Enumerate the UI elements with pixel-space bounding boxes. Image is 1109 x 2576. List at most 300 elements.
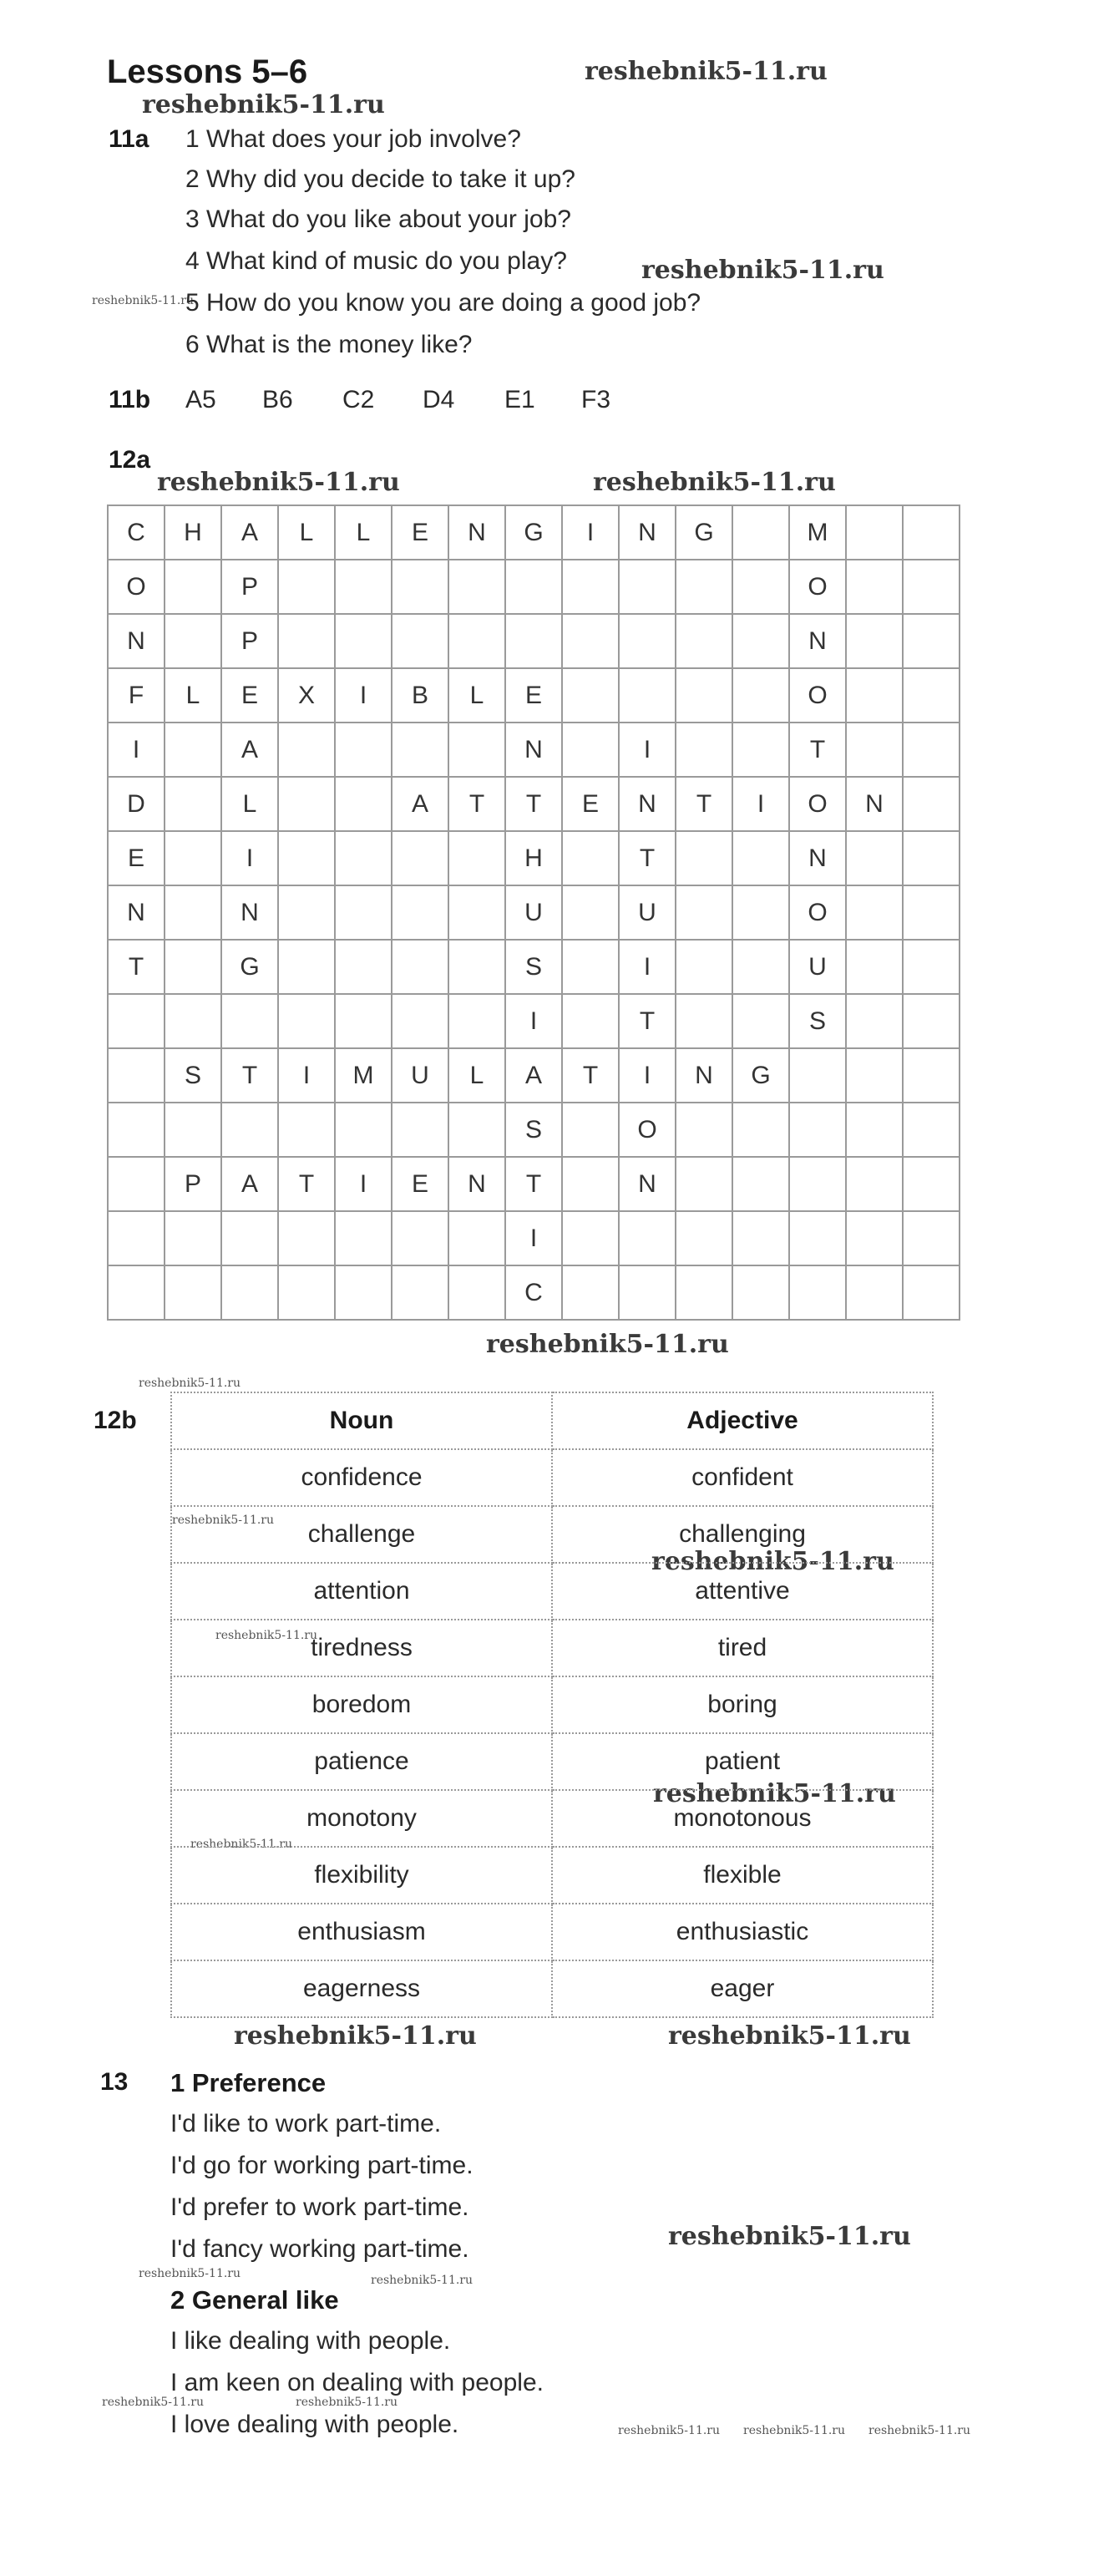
grid-cell [335,723,392,777]
noun-adjective-table [170,1392,934,2018]
grid-cell [732,1103,789,1157]
grid-cell: S [789,994,846,1048]
grid-cell: O [789,885,846,940]
grid-row [108,1103,960,1157]
grid-cell: I [505,1211,562,1265]
noun-cell: enthusiasm [171,1904,552,1960]
watermark-small: reshebnik5-11.ru [618,2424,721,2437]
watermark-small: reshebnik5-11.ru [215,1629,318,1642]
grid-cell [165,1103,221,1157]
grid-cell: I [278,1048,335,1103]
grid-row [108,940,960,994]
grid-cell [278,777,335,831]
table-row [171,1960,933,2017]
grid-row [108,831,960,885]
grid-cell: M [789,505,846,560]
grid-cell [278,831,335,885]
grid-cell [392,723,448,777]
grid-cell [676,560,732,614]
grid-cell [676,1103,732,1157]
grid-cell [846,1157,903,1211]
adjective-cell: patient [552,1733,933,1790]
grid-cell [165,560,221,614]
grid-cell: L [448,668,505,723]
watermark-small: reshebnik5-11.ru [102,2396,205,2409]
grid-cell [562,560,619,614]
grid-cell [676,1211,732,1265]
watermark: reshebnik5-11.ru [234,2021,477,2051]
grid-cell [108,1048,165,1103]
grid-row [108,885,960,940]
grid-cell [108,1211,165,1265]
grid-cell: T [108,940,165,994]
grid-cell: A [505,1048,562,1103]
watermark-small: reshebnik5-11.ru [139,2267,241,2280]
grid-cell [448,1103,505,1157]
grid-cell [676,994,732,1048]
grid-cell: N [676,1048,732,1103]
grid-cell [392,614,448,668]
watermark-small: reshebnik5-11.ru [743,2424,846,2437]
grid-cell [165,1211,221,1265]
grid-cell [278,560,335,614]
grid-cell [278,994,335,1048]
question-2: 2 Why did you decide to take it up? [185,165,575,193]
grid-cell [165,831,221,885]
adjective-cell: confident [552,1449,933,1506]
grid-cell [903,668,960,723]
watermark-small: reshebnik5-11.ru [92,294,195,307]
grid-cell: L [165,668,221,723]
grid-cell [903,614,960,668]
grid-cell: T [562,1048,619,1103]
grid-cell: I [335,668,392,723]
grid-cell: M [335,1048,392,1103]
grid-cell: A [221,505,278,560]
grid-cell: I [619,1048,676,1103]
grid-cell [221,1103,278,1157]
grid-cell: N [619,1157,676,1211]
crossword-grid [107,505,960,1321]
grid-cell [448,831,505,885]
noun-cell: tiredness [171,1620,552,1676]
grid-cell [335,777,392,831]
grid-cell: L [448,1048,505,1103]
watermark: reshebnik5-11.ru [641,256,884,285]
grid-cell [448,723,505,777]
phrase-line: I'd fancy working part-time. [170,2235,469,2263]
answer-item: C2 [342,386,375,413]
grid-cell [676,940,732,994]
grid-cell [562,614,619,668]
grid-cell: T [676,777,732,831]
grid-cell: S [505,1103,562,1157]
grid-cell: A [392,777,448,831]
grid-cell: N [789,831,846,885]
grid-cell [789,1103,846,1157]
noun-cell: flexibility [171,1847,552,1904]
grid-cell: O [789,777,846,831]
grid-row [108,668,960,723]
grid-cell [165,940,221,994]
grid-cell [505,614,562,668]
grid-cell [676,831,732,885]
exercise-label-12b: 12b [94,1407,137,1434]
grid-cell [846,940,903,994]
subheading-general-like: 2 General like [170,2285,339,2315]
grid-cell: E [562,777,619,831]
grid-cell [903,1103,960,1157]
grid-cell [335,994,392,1048]
grid-cell [903,940,960,994]
question-6: 6 What is the money like? [185,331,473,358]
adjective-cell: flexible [552,1847,933,1904]
exercise-label-11b: 11b [109,386,151,413]
grid-cell [392,1211,448,1265]
grid-cell [903,1211,960,1265]
grid-cell [562,723,619,777]
table-row [171,1790,933,1847]
watermark: reshebnik5-11.ru [593,468,836,497]
grid-cell [562,885,619,940]
phrase-line: I love dealing with people. [170,2411,459,2438]
grid-cell: E [505,668,562,723]
grid-cell [278,940,335,994]
grid-cell [108,1265,165,1320]
exercise-label-13: 13 [100,2068,129,2096]
grid-cell: O [108,560,165,614]
table-row [171,1733,933,1790]
grid-cell: P [221,560,278,614]
grid-cell [562,831,619,885]
watermark-small: reshebnik5-11.ru [868,2424,971,2437]
grid-cell [903,1157,960,1211]
grid-cell [619,560,676,614]
grid-cell: T [619,831,676,885]
grid-cell [789,1211,846,1265]
grid-cell [448,560,505,614]
grid-cell [846,994,903,1048]
table-header-row [171,1392,933,1449]
grid-cell [732,885,789,940]
grid-cell: T [221,1048,278,1103]
grid-cell [846,885,903,940]
grid-cell: G [505,505,562,560]
page-title-text: Lessons 5–6 [107,53,308,90]
grid-cell: T [278,1157,335,1211]
grid-row [108,614,960,668]
watermark: reshebnik5-11.ru [651,1547,894,1576]
grid-cell [335,1211,392,1265]
grid-cell: X [278,668,335,723]
grid-cell: N [108,885,165,940]
grid-cell [562,1265,619,1320]
grid-cell [676,1265,732,1320]
grid-cell [165,1265,221,1320]
noun-cell: challenge [171,1506,552,1563]
noun-cell: attention [171,1563,552,1620]
grid-cell [108,1157,165,1211]
grid-cell [108,1103,165,1157]
grid-cell: C [505,1265,562,1320]
watermark-small: reshebnik5-11.ru [371,2274,473,2287]
grid-cell: F [108,668,165,723]
grid-cell: I [108,723,165,777]
grid-cell [165,777,221,831]
grid-cell [165,885,221,940]
grid-cell [789,1265,846,1320]
grid-cell [846,505,903,560]
grid-cell: T [505,777,562,831]
grid-cell: N [846,777,903,831]
adjective-cell: enthusiastic [552,1904,933,1960]
grid-cell [619,614,676,668]
grid-cell: T [789,723,846,777]
grid-cell: C [108,505,165,560]
grid-cell [335,940,392,994]
grid-cell: N [619,777,676,831]
grid-cell: N [505,723,562,777]
grid-cell: I [562,505,619,560]
grid-cell [732,505,789,560]
grid-cell [278,1103,335,1157]
grid-cell [278,723,335,777]
page-title [107,53,307,91]
noun-cell: boredom [171,1676,552,1733]
grid-cell [505,560,562,614]
exercise-label-11a: 11a [109,125,149,153]
grid-cell: S [165,1048,221,1103]
grid-cell: A [221,1157,278,1211]
watermark-small: reshebnik5-11.ru [172,1514,275,1527]
grid-cell [789,1048,846,1103]
grid-cell [846,723,903,777]
answer-item: D4 [423,386,455,413]
grid-cell [448,994,505,1048]
grid-cell [732,940,789,994]
grid-cell [846,668,903,723]
grid-cell [903,723,960,777]
grid-row [108,1157,960,1211]
subheading-preference: 1 Preference [170,2068,327,2097]
watermark: reshebnik5-11.ru [668,2222,911,2251]
grid-cell [165,614,221,668]
grid-cell: N [619,505,676,560]
grid-cell [278,1265,335,1320]
grid-cell: B [392,668,448,723]
watermark: reshebnik5-11.ru [157,468,400,497]
grid-cell [335,614,392,668]
grid-cell [335,560,392,614]
watermark: reshebnik5-11.ru [142,90,385,119]
grid-cell: L [278,505,335,560]
grid-cell [392,831,448,885]
grid-cell: N [448,1157,505,1211]
answer-item: F3 [581,386,611,413]
grid-row [108,505,960,560]
grid-cell: U [619,885,676,940]
grid-cell: H [165,505,221,560]
grid-cell: E [392,1157,448,1211]
grid-cell [732,723,789,777]
adjective-cell: boring [552,1676,933,1733]
column-header-adjective: Adjective [552,1392,933,1449]
grid-cell: E [392,505,448,560]
grid-cell [278,1211,335,1265]
grid-row [108,723,960,777]
grid-cell [448,1211,505,1265]
grid-cell [619,1265,676,1320]
grid-cell: T [619,994,676,1048]
watermark-small: reshebnik5-11.ru [296,2396,398,2409]
grid-cell: N [789,614,846,668]
grid-cell: U [505,885,562,940]
phrase-line: I'd prefer to work part-time. [170,2193,469,2221]
grid-cell [846,1211,903,1265]
grid-cell: G [732,1048,789,1103]
grid-cell [448,614,505,668]
grid-cell: O [789,560,846,614]
grid-cell [732,668,789,723]
noun-cell: patience [171,1733,552,1790]
grid-cell: G [676,505,732,560]
adjective-cell: tired [552,1620,933,1676]
grid-cell [221,994,278,1048]
question-5: 5 How do you know you are doing a good job? [185,289,701,317]
grid-cell [335,1103,392,1157]
grid-cell [732,831,789,885]
grid-cell [846,1265,903,1320]
grid-cell [846,560,903,614]
table-row [171,1676,933,1733]
grid-cell [108,994,165,1048]
grid-cell [392,1265,448,1320]
noun-cell: eagerness [171,1960,552,2017]
grid-cell [221,1265,278,1320]
watermark-small: reshebnik5-11.ru [139,1377,241,1390]
grid-cell [392,1103,448,1157]
table-row [171,1904,933,1960]
grid-cell [392,560,448,614]
grid-cell: P [221,614,278,668]
grid-cell [903,994,960,1048]
question-4: 4 What kind of music do you play? [185,247,567,275]
phrase-line: I'd go for working part-time. [170,2152,473,2179]
grid-cell: H [505,831,562,885]
grid-cell: T [505,1157,562,1211]
grid-cell [903,885,960,940]
grid-cell: U [789,940,846,994]
grid-cell [562,994,619,1048]
watermark: reshebnik5-11.ru [668,2021,911,2051]
grid-cell [392,885,448,940]
grid-cell: A [221,723,278,777]
table-row [171,1563,933,1620]
grid-cell [448,885,505,940]
table-row [171,1620,933,1676]
grid-cell: N [221,885,278,940]
grid-cell [165,723,221,777]
grid-cell: I [732,777,789,831]
grid-cell [221,1211,278,1265]
grid-cell: N [108,614,165,668]
exercise-label-12a: 12a [109,446,151,474]
grid-cell [619,1211,676,1265]
grid-cell [846,1103,903,1157]
phrase-line: I am keen on dealing with people. [170,2369,544,2396]
adjective-cell: monotonous [552,1790,933,1847]
grid-cell: U [392,1048,448,1103]
grid-cell: S [505,940,562,994]
grid-cell: T [448,777,505,831]
table-row [171,1506,933,1563]
grid-cell [562,668,619,723]
grid-row [108,1048,960,1103]
question-1: 1 What does your job involve? [185,125,521,153]
grid-cell: E [108,831,165,885]
grid-cell [676,614,732,668]
grid-cell [903,831,960,885]
grid-cell: I [335,1157,392,1211]
watermark-small: reshebnik5-11.ru [190,1838,293,1851]
grid-cell [676,668,732,723]
grid-cell: E [221,668,278,723]
adjective-cell: attentive [552,1563,933,1620]
grid-cell [732,994,789,1048]
grid-row [108,777,960,831]
grid-cell [392,994,448,1048]
table-row [171,1847,933,1904]
grid-cell: I [221,831,278,885]
column-header-noun: Noun [171,1392,552,1449]
grid-cell [448,1265,505,1320]
grid-row [108,560,960,614]
adjective-cell: eager [552,1960,933,2017]
grid-cell [732,1211,789,1265]
grid-cell: G [221,940,278,994]
grid-cell [846,1048,903,1103]
grid-cell [903,560,960,614]
grid-row [108,994,960,1048]
grid-cell [903,777,960,831]
grid-cell [562,1157,619,1211]
grid-row [108,1211,960,1265]
grid-cell [619,668,676,723]
watermark: reshebnik5-11.ru [486,1330,729,1359]
grid-cell [903,505,960,560]
grid-cell [676,885,732,940]
grid-cell: L [335,505,392,560]
grid-cell [165,994,221,1048]
grid-cell [335,831,392,885]
grid-cell: I [505,994,562,1048]
grid-cell: I [619,723,676,777]
grid-cell [732,560,789,614]
grid-cell: I [619,940,676,994]
grid-cell [789,1157,846,1211]
grid-cell: O [619,1103,676,1157]
grid-cell [846,831,903,885]
grid-cell: N [448,505,505,560]
grid-cell [562,1103,619,1157]
answer-item: A5 [185,386,216,413]
phrase-line: I'd like to work part-time. [170,2110,442,2137]
grid-cell: P [165,1157,221,1211]
grid-cell [562,940,619,994]
phrase-line: I like dealing with people. [170,2327,451,2355]
grid-cell [676,723,732,777]
grid-cell [903,1048,960,1103]
